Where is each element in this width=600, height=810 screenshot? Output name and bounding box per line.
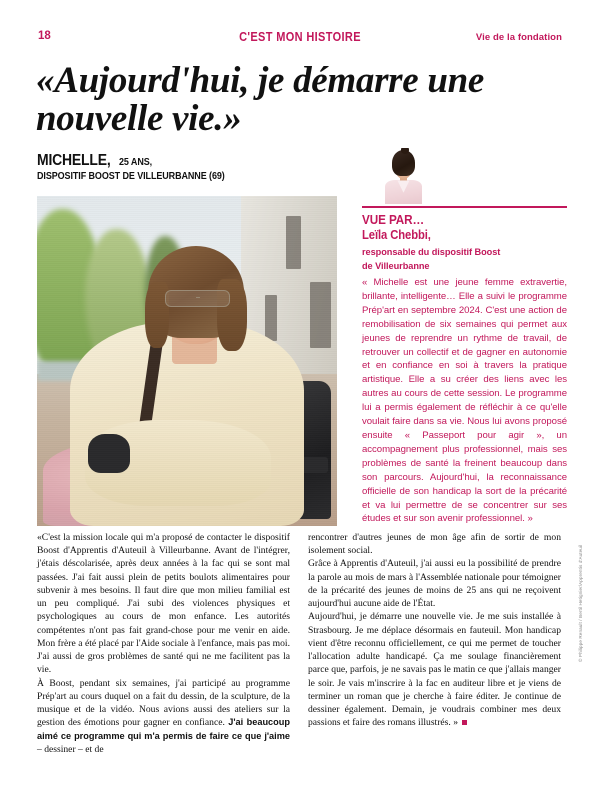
photo-building-window-3 [265, 295, 277, 341]
body-paragraph: «C'est la mission locale qui m'a proposé de contacter le dispositif Boost d'Apprentis d'Auteuil à Villeurbanne. Avant de l'intégrer, j'étais déscolarisée, après deux années à la fac qui se sont mal passées. J'ai fait aussi plein de petits boulots alimentaires pour subvenir à mes besoins. Il faut dire que mon milieu familial est un peu compliqué. J'ai subi des violences physiques et psychologiques au cours de mon enfance. Les autorités compétentes n'ont pas fait grand-chose pour me venir en aide. Mon frère a été placé par l'Aide sociale à l'enfance, mais pas moi. J'ai aussi de gros problèmes de santé qui ne me facilitent pas la vie. [37, 532, 290, 676]
page-number: 18 [38, 30, 51, 42]
vue-par-portrait [382, 148, 425, 204]
photo-building-window-1 [286, 216, 301, 269]
photo-hand [88, 434, 130, 474]
vue-par-heading [362, 212, 567, 274]
photo-building-window-2 [310, 282, 331, 348]
vue-par-person-role [362, 245, 567, 274]
photo-glasses [165, 290, 230, 307]
body-paragraph [308, 610, 561, 729]
running-head [0, 30, 600, 50]
body-paragraph: Grâce à Apprentis d'Auteuil, j'ai aussi eu la possibilité de prendre la parole au mois de mars à l'Assemblée nationale pour témoigner de la précarité des jeunes de moins de 25 ans qui ne reçoivent aujourd'hui aucune aide de l'État. [308, 558, 561, 610]
byline [37, 152, 337, 182]
vue-par-quote: « Michelle est une jeune femme extravertie, brillante, intelligente… Elle a suivi le programme Prép'art en septembre 2024. C'est une action de remobilisation de six semaines qui permet aux jeunes de reprendre un rythme de travail, de retrouver un collectif et de gagner en autonomie et en confiance en soi à travers la pratique artistique. Elle a su créer des liens avec les autres au cours de cette session. Le programme lui a permis également de réfléchir à ce qu'elle voulait faire dans sa vie. Nous lui avons proposé ensuite « Passeport pour agir », un accompagnement plus professionnel, mais ses problèmes de santé la freinent beaucoup dans son parcours. Aujourd'hui, la reconnaissance officielle de son handicap la sort de la précarité et va lui permettre de se concentrer sur ses études et sur son avenir professionnel. » [362, 277, 567, 525]
body-paragraph: rencontrer d'autres jeunes de mon âge afin de sortir de mon isolement social. [308, 532, 561, 557]
vue-par-hair [392, 150, 414, 176]
byline-program: DISPOSITIF BOOST DE VILLEURBANNE (69) [37, 171, 225, 182]
byline-age: 25 ANS, [118, 157, 152, 168]
body-emphasis: J'ai beaucoup aimé ce programme qui m'a permis de faire ce que j'aime [37, 717, 291, 741]
vue-par-person-name: Leïla Chebbi, [362, 228, 431, 242]
vue-par-label: VUE PAR… [362, 212, 425, 227]
byline-name: MICHELLE, [37, 152, 111, 169]
main-portrait-photo [37, 196, 337, 526]
publication-section: Vie de la fondation [475, 32, 562, 43]
vue-par-role-line-1: responsable du dispositif Boost [362, 247, 501, 257]
body-paragraph [37, 677, 290, 756]
body-column-right [308, 531, 561, 730]
body-text-run: Aujourd'hui, je démarre une nouvelle vie. Je me suis installée à Strasbourg. Je me déplace désormais en fauteuil. Mon handicap vient d'être reconnu officiellement, ce qui me permet de toucher l'allocation adulte handicapé. Ça me soulage financièrement parce que, parfois, je ne savais pas le matin ce que j'allais manger le soir. Je vais m'inscrire à la fac en auditeur libre et je viens de terminer un roman que je cherche à faire éditer. Je continue de dessiner également. Demain, je voudrais combiner mes deux passions et faire des romans illustrés. » [308, 611, 561, 729]
vue-par-role-line-2: de Villeurbanne [362, 261, 430, 272]
body-column-left [37, 531, 290, 756]
body-text-run: À Boost, pendant six semaines, j'ai participé au programme Prép'art au cours duquel on a fait du dessin, de la sculpture, de la musique et de la vidéo. Nous avions aussi des ateliers sur la gestion des émotions pour gagner en confiance. [37, 677, 290, 729]
page-title: «Aujourd'hui, je démarre une nouvelle vie.» [36, 60, 485, 140]
section-rubric: C'EST MON HISTOIRE [239, 30, 361, 44]
body-text-run: – dessiner – et de [37, 743, 104, 755]
vue-par-hair-bun [401, 148, 409, 154]
end-of-article-mark [462, 720, 467, 725]
vue-par-divider [362, 206, 567, 208]
photo-credit: © Philippe Renault / Bertil Hetignier/Apprentis d'Auteuil [578, 544, 583, 662]
